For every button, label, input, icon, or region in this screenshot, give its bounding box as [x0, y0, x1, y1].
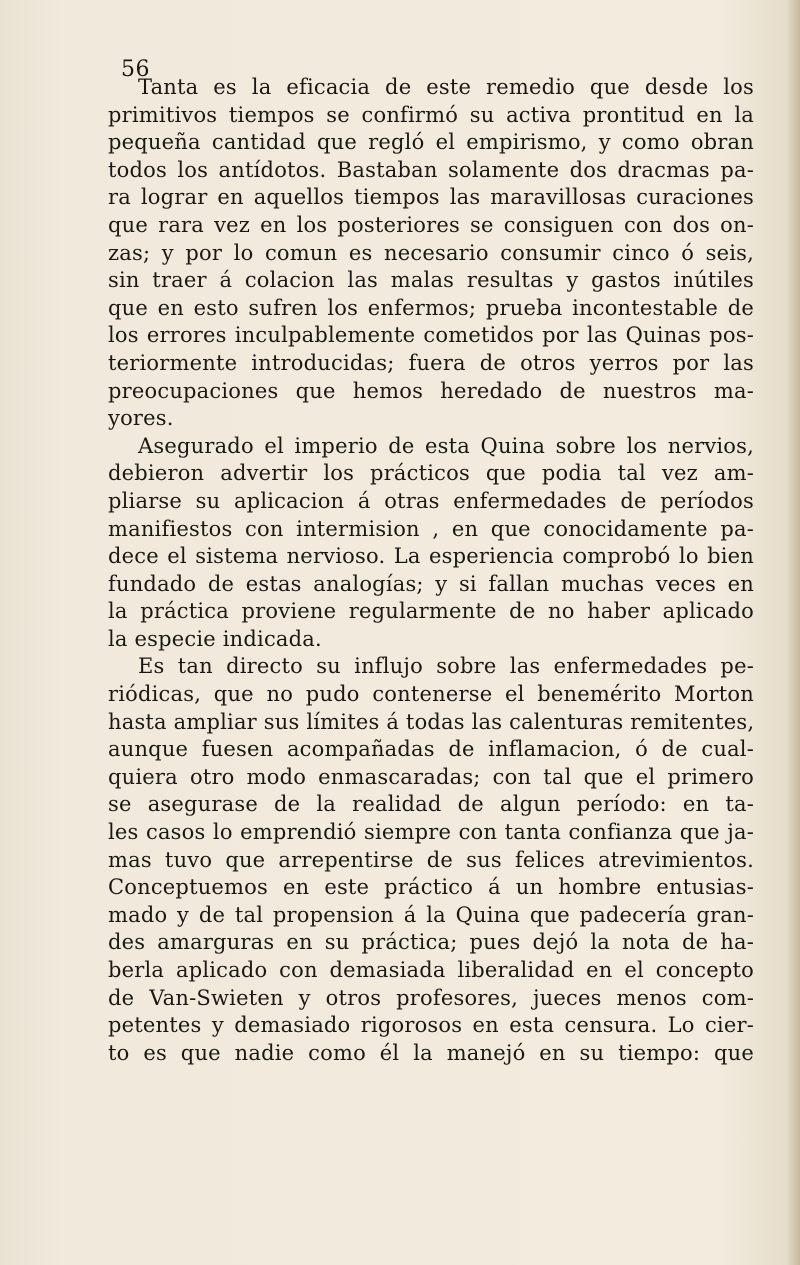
text-line: sin traer á colacion las malas resultas y gastos inútiles — [108, 268, 754, 293]
text-line: fundado de estas analogías; y si fallan muchas veces en — [108, 571, 754, 596]
text-line: preocupaciones que hemos heredado de nuestros ma- — [108, 378, 754, 403]
text-line: petentes y demasiado rigorosos en esta censura. Lo cier- — [108, 1013, 754, 1038]
text-line: quiera otro modo enmascaradas; con tal que el primero — [108, 764, 754, 789]
text-line: hasta ampliar sus límites á todas las calenturas remitentes, — [108, 709, 755, 734]
text-line: mas tuvo que arrepentirse de sus felices atrevimientos. — [108, 847, 754, 872]
text-line: des amarguras en su práctica; pues dejó la nota de ha- — [108, 930, 754, 955]
text-line: to es que nadie como él la manejó en su tiempo: que — [108, 1040, 754, 1065]
page-number: 56 — [121, 57, 150, 82]
text-line: pequeña cantidad que reglό el empirismo, y como obran — [108, 130, 754, 155]
text-line: todos los antídotos. Bastaban solamente dos dracmas pa- — [108, 157, 754, 182]
page-edge-shadow — [786, 0, 800, 1265]
text-line: mado y de tal propension á la Quina que padecería gran- — [108, 902, 754, 927]
text-line: Es tan directo su influjo sobre las enfermedades pe- — [138, 654, 754, 679]
text-line: yores. — [108, 406, 174, 431]
text-line: Conceptuemos en este práctico á un hombre entusias- — [108, 875, 754, 900]
text-line: teriormente introducidas; fuera de otros yerros por las — [108, 350, 754, 375]
text-line: pliarse su aplicacion á otras enfermedades de períodos — [108, 488, 754, 513]
text-line: riódicas, que no pudo contenerse el benemérito Morton — [108, 682, 754, 707]
text-line: manifiestos con intermision , en que conocidamente pa- — [108, 516, 754, 541]
text-line: dece el sistema nervioso. La esperiencia comprobó lo bien — [108, 544, 754, 569]
text-line: de Van-Swieten y otros profesores, jueces menos com- — [108, 985, 754, 1010]
text-line: se asegurase de la realidad de algun período: en ta- — [108, 792, 754, 817]
text-line: los errores inculpablemente cometidos por las Quinas pos- — [108, 323, 754, 348]
text-line: Tanta es la eficacia de este remedio que desde los — [138, 75, 754, 99]
text-line: que rara vez en los posteriores se consiguen con dos on- — [108, 212, 754, 237]
text-line: berla aplicado con demasiada liberalidad en el concepto — [108, 958, 754, 982]
text-line: primitivos tiempos se confirmó su activa prontitud en la — [108, 102, 754, 127]
text-line: la especie indicada. — [108, 626, 322, 651]
text-line: Asegurado el imperio de esta Quina sobre los nervios, — [138, 433, 754, 458]
text-line: zas; y por lo comun es necesario consumir cinco ó seis, — [108, 240, 754, 265]
text-line: la práctica proviene regularmente de no haber aplicado — [108, 599, 754, 624]
text-line: ra lograr en aquellos tiempos las maravillosas curaciones — [108, 185, 754, 210]
text-line: debieron advertir los prácticos que podia tal vez am- — [108, 461, 754, 486]
text-line: les casos lo emprendió siempre con tanta confianza que ja- — [108, 820, 754, 845]
text-line: que en esto sufren los enfermos; prueba incontestable de — [108, 295, 754, 320]
text-line: aunque fuesen acompañadas de inflamacion, ó de cual- — [108, 737, 754, 762]
body-text — [108, 74, 754, 1067]
